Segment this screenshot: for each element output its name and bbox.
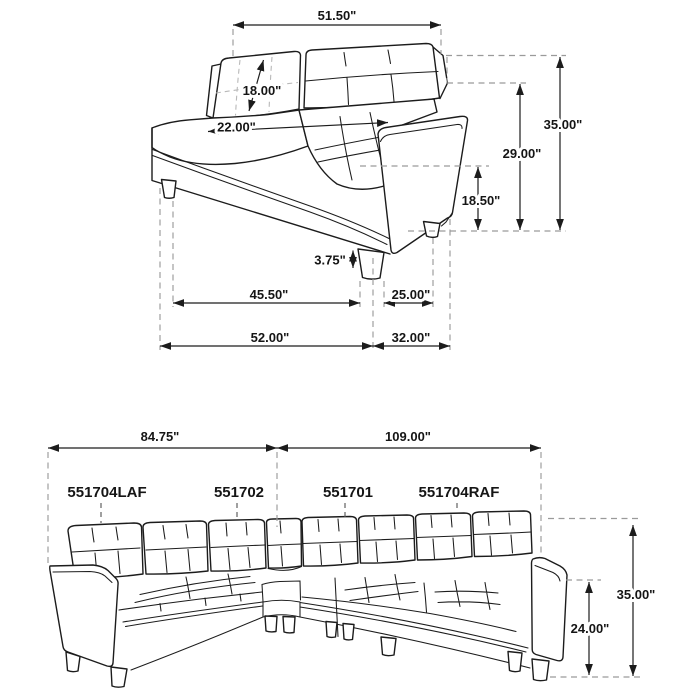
part-label-551702: 551702 xyxy=(213,484,265,501)
dim-base-clearance: 3.75" xyxy=(314,252,346,268)
loveseat-drawing xyxy=(152,44,468,280)
sectional-back-cushion-corner xyxy=(267,519,302,569)
dim-seat-width: 45.50" xyxy=(249,287,289,302)
sectional-corner-seat xyxy=(262,567,302,618)
dim-arm-front-width: 25.00" xyxy=(391,287,431,302)
dim-overall-height: 35.00" xyxy=(543,117,583,132)
sectional-drawing xyxy=(50,511,567,687)
dim-sectional-arm-height: 24.00" xyxy=(570,621,610,636)
sectional-legs xyxy=(66,616,549,687)
dim-right-length: 109.00" xyxy=(385,429,431,444)
dim-overall-width: 52.00" xyxy=(250,330,290,345)
dim-back-cushion-height: 18.00" xyxy=(242,83,282,98)
dim-seat-depth: 22.00" xyxy=(217,119,256,135)
sectional-right-arm xyxy=(532,558,568,661)
sectional-left-arm xyxy=(50,565,118,666)
sectional-left-seat-lines xyxy=(119,592,263,670)
dim-overall-depth: 32.00" xyxy=(391,330,431,345)
part-label-551704RAF: 551704RAF xyxy=(418,484,500,501)
dim-back-frame-height: 29.00" xyxy=(502,146,542,161)
loveseat-arm xyxy=(378,116,468,253)
dim-left-length: 84.75" xyxy=(140,429,180,444)
dim-sectional-height: 35.00" xyxy=(616,587,656,602)
dim-arm-height: 18.50" xyxy=(461,193,501,208)
part-label-551704LAF: 551704LAF xyxy=(67,484,147,501)
part-label-551701: 551701 xyxy=(322,484,374,501)
loveseat-seat-cushion-left xyxy=(152,110,308,164)
dim-top-width: 51.50" xyxy=(317,8,357,23)
